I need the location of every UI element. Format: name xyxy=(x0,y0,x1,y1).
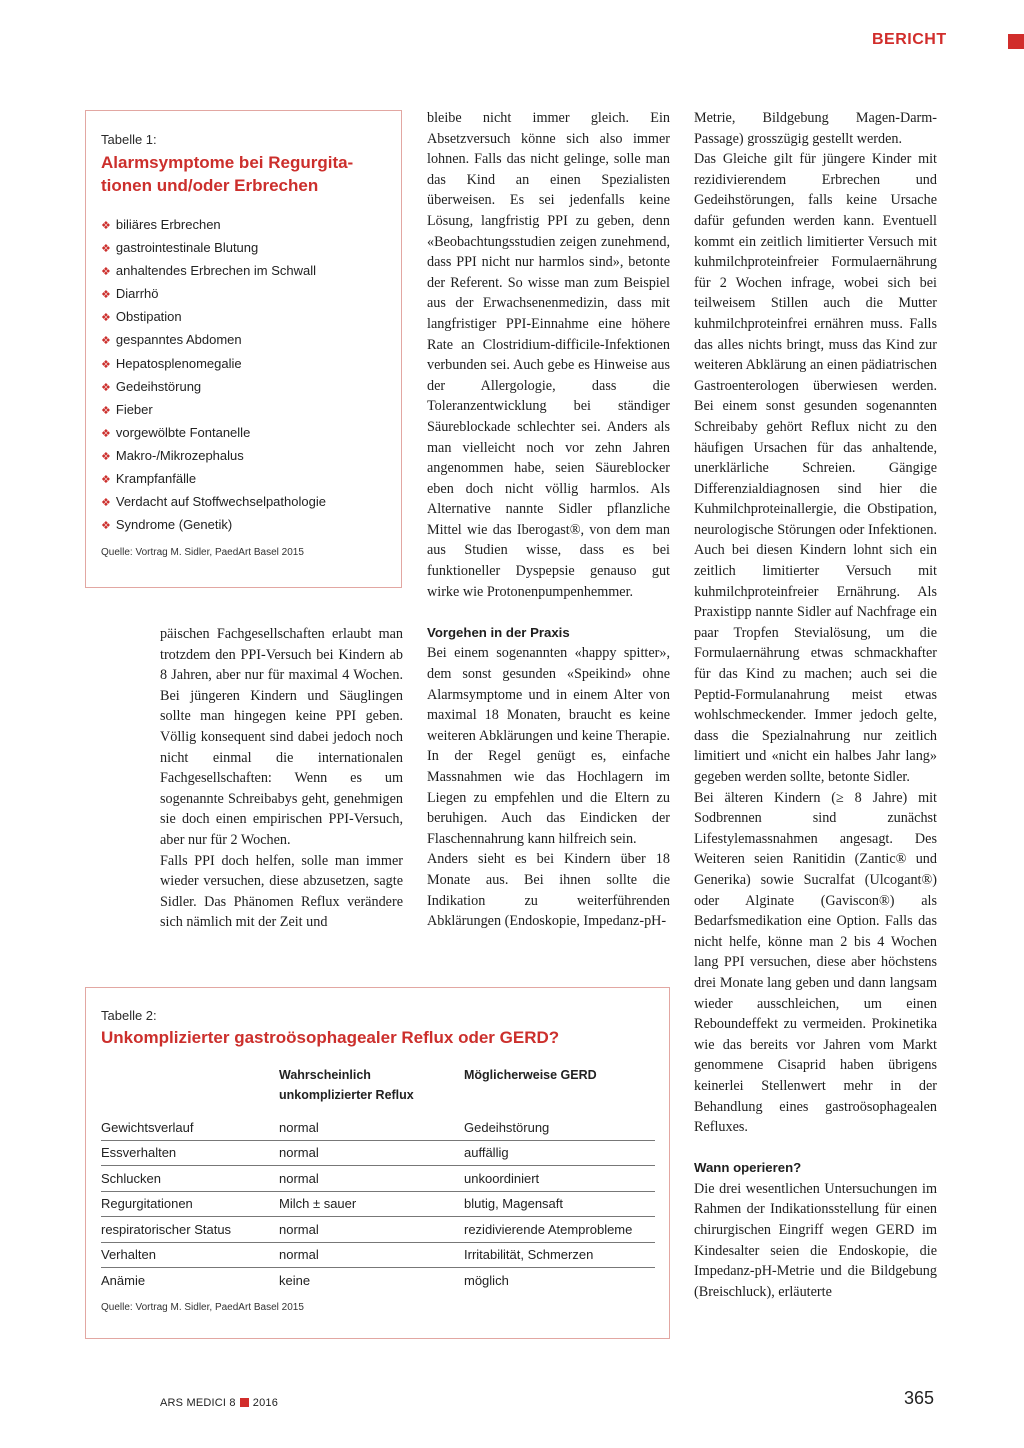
diamond-bullet-icon: ❖ xyxy=(101,220,111,232)
paragraph: Die drei wesentlichen Untersuchungen im Rahmen der Indikationsstellung für einen chirurgischen Eingriff wegen GERD im Kindesalter seien die Endoskopie, die Impedanz-pH-Metrie und die Bildgebung (Breischluck), erläuterte xyxy=(694,1180,937,1300)
list-item: ❖ biliäres Erbrechen xyxy=(101,217,221,232)
list-item: ❖ Hepatosplenomegalie xyxy=(101,355,242,371)
text-column-1 xyxy=(160,624,403,933)
journal-year: 2016 xyxy=(252,1397,279,1409)
list-item: ❖ Makro-/Mikrozephalus xyxy=(101,447,244,463)
paragraph: Falls PPI doch helfen, solle man immer wieder versuchen, diese abzusetzen, sagte Sidler. Das Phänomen Reflux verändere sich nämlich mit der Zeit und xyxy=(160,852,403,931)
text-column-2 xyxy=(427,108,670,932)
diamond-bullet-icon: ❖ xyxy=(101,427,111,440)
diamond-bullet-icon: ❖ xyxy=(101,450,111,463)
diamond-bullet-icon: ❖ xyxy=(101,404,111,417)
table-cell: auffällig xyxy=(464,1140,655,1166)
table-header-row xyxy=(101,1065,655,1115)
section-heading: Wann operieren? xyxy=(694,1160,802,1176)
column-header: Möglicherweise GERD xyxy=(464,1068,597,1082)
alarm-symptom-list xyxy=(101,213,326,536)
table-row xyxy=(101,1242,655,1268)
list-item: ❖ Fieber xyxy=(101,401,153,417)
diamond-bullet-icon: ❖ xyxy=(101,520,111,533)
table-row xyxy=(101,1115,655,1140)
page-number: 365 xyxy=(904,1388,935,1408)
table-2-source: Quelle: Vortrag M. Sidler, PaedArt Basel 2015 xyxy=(101,1302,304,1313)
spacer xyxy=(427,602,670,623)
table-cell: normal xyxy=(279,1242,464,1268)
table-cell: Gewichtsverlauf xyxy=(101,1115,279,1140)
table-cell: Gedeihstörung xyxy=(464,1115,655,1140)
table-cell: Milch ± sauer xyxy=(279,1191,464,1217)
section-label: BERICHT xyxy=(872,31,947,48)
list-item: ❖ Diarrhö xyxy=(101,286,159,302)
list-item: ❖ gastrointestinale Blutung xyxy=(101,240,259,256)
table-1-source: Quelle: Vortrag M. Sidler, PaedArt Basel 2015 xyxy=(101,547,304,558)
list-item: ❖ gespanntes Abdomen xyxy=(101,332,242,348)
table-row xyxy=(101,1268,655,1293)
list-item: ❖ Verdacht auf Stoffwechselpathologie xyxy=(101,494,326,510)
list-item: ❖ Syndrome (Genetik) xyxy=(101,517,233,533)
diamond-bullet-icon: ❖ xyxy=(101,474,111,487)
table-cell: respiratorischer Status xyxy=(101,1217,279,1243)
table-2-label: Tabelle 2: xyxy=(101,1008,157,1023)
table-cell: Anämie xyxy=(101,1272,146,1288)
table-row xyxy=(101,1191,655,1217)
diamond-bullet-icon: ❖ xyxy=(101,266,111,279)
table-1-label: Tabelle 1: xyxy=(101,132,157,147)
table-cell: rezidivierende Atemprobleme xyxy=(464,1217,655,1243)
paragraph: bleibe nicht immer gleich. Ein Absetzversuch könne sich also immer lohnen. Falls das nicht gelinge, solle man das Kind an einen Spezialisten überweisen. Es sei jedenfalls keine Lösung, langfristig PPI zu geben, denn «Beobachtungsstudien zeigen zunehmend, dass PPI nicht nur harmlos sind», betonte der Referent. So wisse man zum Beispiel aus der Erwachsenenmedizin, dass mit langfristiger PPI-Einnahme eine höhere Rate an Clostridium-difficile-Infektionen verbunden sei. Auch gebe es Hinweise aus der Allergologie, dass die Toleranzentwicklung bei ständiger Säureblockade schlechter sei. Anders als man vielleicht noch vor zehn Jahren angenommen habe, seien Säureblocker eben doch nicht völlig harmlos. Als Alternative nannte Sidler pflanzliche Mittel wie das Iberogast®, von dem man aus Studien wisse, dass es bei funktioneller Dyspepsie genauso gut wirke wie Protonenpumpenhemmer. xyxy=(427,110,670,600)
diamond-bullet-icon: ❖ xyxy=(101,381,111,394)
table-1-box xyxy=(85,110,402,588)
table-1-title-line1: Alarmsymptome bei Regurgita- xyxy=(101,153,354,172)
reflux-comparison-table xyxy=(101,1065,655,1293)
table-cell: Verhalten xyxy=(101,1242,279,1268)
paragraph: Das Gleiche gilt für jüngere Kinder mit rezidivierendem Erbrechen und Gedeihstörungen, falls keine Ursache dafür gefunden werden kann. Eventuell kommt ein zeitlich limitierter Versuch mit kuhmilchproteinfreier Formulaernährung für 2 Wochen infrage, wobei sich bei teilweisem Stillen auch die Mutter kuhmilchproteinfrei ernähren muss. Falls das alles nichts bringt, muss das Kind zur weiteren Abklärung an einen pädiatrischen Gastroenterologen überwiesen werden. Bei einem sonst gesunden sogenannten Schreibaby gehört Reflux nicht zu den häufigen Ursachen für das anhaltende, unerklärliche Schreien. Gängige Differenzialdiagnosen sind hier die Kuhmilchproteinallergie, die Obstipation, neurologische Störungen oder Infektionen. Auch bei diesen Kindern lohnt sich ein zeitlich limitierter Versuch mit kuhmilchproteinfreier Ernährung. Als Praxistipp nannte Sidler auf Nachfrage ein paar Tropfen Stevialösung, um die Formulaernährung etwas schmackhafter für das Kind zu machen; auch sei die Peptid-Formulanahrung meist etwas wohlschmeckender. Immer jedoch gelte, dass die Spezialnahrung nur zeitlich limitiert und «nicht ein halbes Jahr lang» gegeben werden sollte, betonte Sidler. xyxy=(694,151,937,785)
table-row xyxy=(101,1217,655,1243)
paragraph: Bei einem sogenannten «happy spitter», dem sonst gesunden «Speikind» ohne Alarmsymptome und in einem Alter von maximal 18 Monaten, braucht es keine weiteren Abklärungen und keine Therapie. In der Regel genügt es, einfache Massnahmen wie das Hochlagern im Liegen zu empfehlen und die Eltern zu beruhigen. Auch das Eindicken der Flaschennahrung kann hilfreich sein. xyxy=(427,645,670,847)
table-row xyxy=(101,1140,655,1166)
table-cell: normal xyxy=(279,1115,464,1140)
table-cell: möglich xyxy=(464,1272,509,1288)
diamond-bullet-icon: ❖ xyxy=(101,497,111,510)
column-header: Wahrscheinlich unkomplizierter Reflux xyxy=(279,1068,414,1102)
paragraph: Metrie, Bildgebung Magen-Darm-Passage) grosszügig gestellt werden. xyxy=(694,110,937,147)
table-2-box xyxy=(85,987,670,1339)
table-cell: unkoordiniert xyxy=(464,1166,655,1192)
text-column-3 xyxy=(694,108,937,1302)
table-2-title: Unkomplizierter gastroösophagealer Reflux oder GERD? xyxy=(101,1028,560,1047)
diamond-bullet-icon: ❖ xyxy=(101,243,111,256)
spacer xyxy=(694,1138,937,1159)
footer-journal xyxy=(160,1397,278,1409)
table-cell: keine xyxy=(279,1272,311,1288)
table-1-title xyxy=(101,151,353,197)
section-marker xyxy=(1008,34,1024,49)
list-item: ❖ vorgewölbte Fontanelle xyxy=(101,424,251,440)
section-heading: Vorgehen in der Praxis xyxy=(427,624,570,640)
table-cell: normal xyxy=(279,1166,464,1192)
table-row xyxy=(101,1166,655,1192)
table-cell: Schlucken xyxy=(101,1166,279,1192)
list-item: ❖ anhaltendes Erbrechen im Schwall xyxy=(101,263,317,279)
list-item: ❖ Obstipation xyxy=(101,309,182,325)
table-cell: normal xyxy=(279,1217,464,1243)
paragraph: Bei älteren Kindern (≥ 8 Jahre) mit Sodbrennen sind zunächst Lifestylemassnahmen angesagt. Des Weiteren seien Ranitidin (Zantic® und Generika) sowie Sucralfat (Ulcogant®) oder Alginate (Gaviscon®) als Bedarfsmedikation eine Option. Falls das nicht helfe, könne man 2 bis 4 Wochen lang PPI versuchen, diese aber höchstens drei Monate lang geben und dann langsam wieder ausschleichen, um einen Reboundeffekt zu vermeiden. Prokinetika wie das bereits vor Jahren vom Markt genommene Cisaprid haben übrigens keinerlei Stellenwert mehr in der Behandlung eines gastroösophagealen Refluxes. xyxy=(694,789,937,1136)
table-cell: Essverhalten xyxy=(101,1140,279,1166)
table-cell: normal xyxy=(279,1140,464,1166)
paragraph: Anders sieht es bei Kindern über 18 Monate aus. Bei ihnen sollte die Indikation zu weiterführenden Abklärungen (Endoskopie, Impedanz-pH- xyxy=(427,851,670,930)
table-1-title-line2: tionen und/oder Erbrechen xyxy=(101,176,319,195)
diamond-bullet-icon: ❖ xyxy=(101,335,111,348)
diamond-bullet-icon: ❖ xyxy=(101,358,111,371)
list-item: ❖ Gedeihstörung xyxy=(101,378,202,394)
journal-name: ARS MEDICI 8 xyxy=(160,1397,236,1409)
paragraph: päischen Fachgesellschaften erlaubt man trotzdem den PPI-Versuch bei Kindern ab 8 Jahren, aber nur für maximal 4 Wochen. Bei jüngeren Kindern und Säuglingen sollte man hingegen keine PPI geben. Völlig konsequent sind dabei jedoch noch nicht einmal die internationalen Fachgesellschaften: Wenn es um sogenannte Schreibabys geht, genehmigen sie doch einen empirischen PPI-Versuch, aber nur für 2 Wochen. xyxy=(160,626,403,848)
table-cell: Regurgitationen xyxy=(101,1191,279,1217)
diamond-bullet-icon: ❖ xyxy=(101,289,111,302)
table-cell: blutig, Magensaft xyxy=(464,1191,655,1217)
column-header xyxy=(101,1065,279,1115)
table-cell: Irritabilität, Schmerzen xyxy=(464,1242,655,1268)
footer-marker xyxy=(240,1398,249,1407)
list-item: ❖ Krampfanfälle xyxy=(101,471,197,487)
diamond-bullet-icon: ❖ xyxy=(101,312,111,325)
